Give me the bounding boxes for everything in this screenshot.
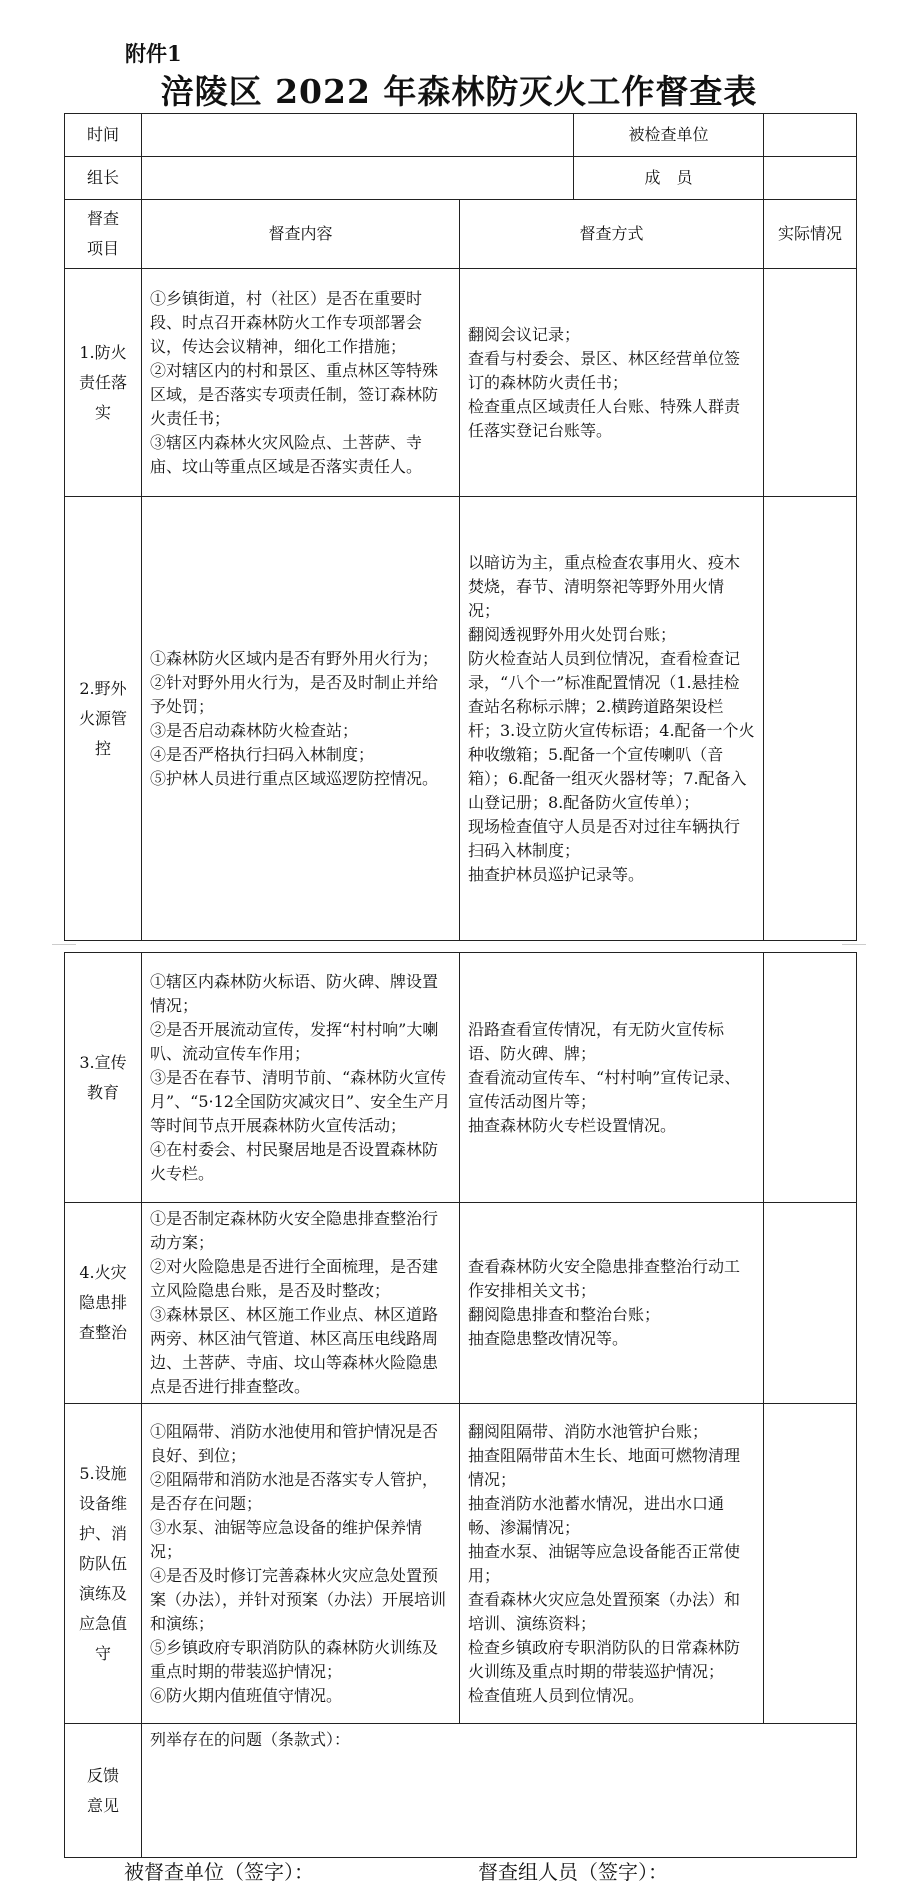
team-signature: 督查组人员（签字）： (478, 1860, 668, 1884)
table-row (65, 1203, 857, 1404)
table-row (65, 269, 857, 497)
row-method: 翻阅会议记录； 查看与村委会、景区、林区经营单位签订的森林防火责任书； 检查重点区域责任人台账、特殊人群责任落实登记台账等。 (460, 269, 764, 497)
table-row (65, 497, 857, 941)
row-content: ①森林防火区域内是否有野外用火行为； ②针对野外用火行为，是否及时制止并给予处罚； ③是否启动森林防火检查站； ④是否严格执行扫码入林制度； ⑤护林人员进行重点区域巡逻防控情况。 (142, 497, 460, 941)
info-row-time (65, 114, 857, 157)
row-actual[interactable] (764, 1404, 857, 1724)
time-value[interactable] (142, 114, 574, 157)
row-content: ①阻隔带、消防水池使用和管护情况是否良好、到位； ②阻隔带和消防水池是否落实专人管护，是否存在问题； ③水泵、油锯等应急设备的维护保养情况； ④是否及时修订完善森林火灾应急处置预案（办法），并针对预案（办法）开展培训和演练； ⑤乡镇政府专职消防队的森林防火训练及重点时期的带装巡护情况； ⑥防火期内值班值守情况。 (142, 1404, 460, 1724)
members-label: 成 员 (574, 157, 764, 200)
table-row (65, 1404, 857, 1724)
info-row-leader (65, 157, 857, 200)
attachment-label: 附件1 (125, 41, 182, 66)
feedback-label: 反馈意见 (65, 1724, 142, 1858)
row-item: 4.火灾隐患排查整治 (65, 1203, 142, 1404)
column-header-content: 督查内容 (142, 200, 460, 269)
row-item: 1.防火责任落实 (65, 269, 142, 497)
column-header-row (65, 200, 857, 269)
row-actual[interactable] (764, 269, 857, 497)
feedback-row (65, 1724, 857, 1858)
column-header-actual: 实际情况 (764, 200, 857, 269)
row-item: 3.宣传教育 (65, 953, 142, 1203)
feedback-prompt: 列举存在的问题（条款式）： (150, 1730, 351, 1749)
table-row (65, 953, 857, 1203)
row-content: ①是否制定森林防火安全隐患排查整治行动方案； ②对火险隐患是否进行全面梳理，是否建立风险隐患台账，是否及时整改； ③森林景区、林区施工作业点、林区道路两旁、林区油气管道、林区高压电线路周边、土菩萨、寺庙、坟山等森林火险隐患点是否进行排查整改。 (142, 1203, 460, 1404)
time-label: 时间 (65, 114, 142, 157)
row-content: ①辖区内森林防火标语、防火碑、牌设置情况； ②是否开展流动宣传，发挥“村村响”大喇叭、流动宣传车作用； ③是否在春节、清明节前、“森林防火宣传月”、“5·12全国防灾减灾日”、安全生产月等时间节点开展森林防火宣传活动； ④在村委会、村民聚居地是否设置森林防火专栏。 (142, 953, 460, 1203)
inspected-unit-label: 被检查单位 (574, 114, 764, 157)
row-actual[interactable] (764, 953, 857, 1203)
document-title: 涪陵区 2022 年森林防灭火工作督查表 (160, 72, 758, 111)
members-value[interactable] (764, 157, 857, 200)
inspection-table-part1 (64, 113, 857, 200)
inspection-table-main2 (64, 952, 857, 1858)
inspected-unit-value[interactable] (764, 114, 857, 157)
leader-value[interactable] (142, 157, 574, 200)
row-item: 2.野外火源管控 (65, 497, 142, 941)
row-actual[interactable] (764, 497, 857, 941)
page-break-mark (52, 944, 76, 945)
row-method: 以暗访为主，重点检查农事用火、疫木焚烧，春节、清明祭祀等野外用火情况； 翻阅透视野外用火处罚台账； 防火检查站人员到位情况，查看检查记录，“八个一”标准配置情况（1.悬挂检查站名称标示牌；2.横跨道路架设栏杆；3.设立防火宣传标语；4.配备一个火种收缴箱；5.配备一个宣传喇叭（音箱）；6.配备一组灭火器材等；7.配备入山登记册；8.配备防火宣传单）； 现场检查值守人员是否对过往车辆执行扫码入林制度； 抽查护林员巡护记录等。 (460, 497, 764, 941)
row-item: 5.设施设备维护、消防队伍演练及应急值守 (65, 1404, 142, 1724)
inspected-unit-signature: 被督查单位（签字）： (124, 1860, 314, 1884)
column-header-method: 督查方式 (460, 200, 764, 269)
row-content: ①乡镇街道，村（社区）是否在重要时段、时点召开森林防火工作专项部署会议，传达会议精神，细化工作措施； ②对辖区内的村和景区、重点林区等特殊区域，是否落实专项责任制，签订森林防火责任书； ③辖区内森林火灾风险点、土菩萨、寺庙、坟山等重点区域是否落实责任人。 (142, 269, 460, 497)
row-method: 翻阅阻隔带、消防水池管护台账； 抽查阻隔带苗木生长、地面可燃物清理情况； 抽查消防水池蓄水情况，进出水口通畅、渗漏情况； 抽查水泵、油锯等应急设备能否正常使用； 查看森林火灾应急处置预案（办法）和培训、演练资料； 检查乡镇政府专职消防队的日常森林防火训练及重点时期的带装巡护情况； 检查值班人员到位情况。 (460, 1404, 764, 1724)
feedback-field[interactable] (142, 1724, 857, 1858)
inspection-table-main1 (64, 199, 857, 941)
row-method: 沿路查看宣传情况，有无防火宣传标语、防火碑、牌； 查看流动宣传车、“村村响”宣传记录、宣传活动图片等； 抽查森林防火专栏设置情况。 (460, 953, 764, 1203)
row-method: 查看森林防火安全隐患排查整治行动工作安排相关文书； 翻阅隐患排查和整治台账； 抽查隐患整改情况等。 (460, 1203, 764, 1404)
leader-label: 组长 (65, 157, 142, 200)
row-actual[interactable] (764, 1203, 857, 1404)
page-break-mark (842, 944, 866, 945)
column-header-item: 督查项目 (65, 200, 142, 269)
